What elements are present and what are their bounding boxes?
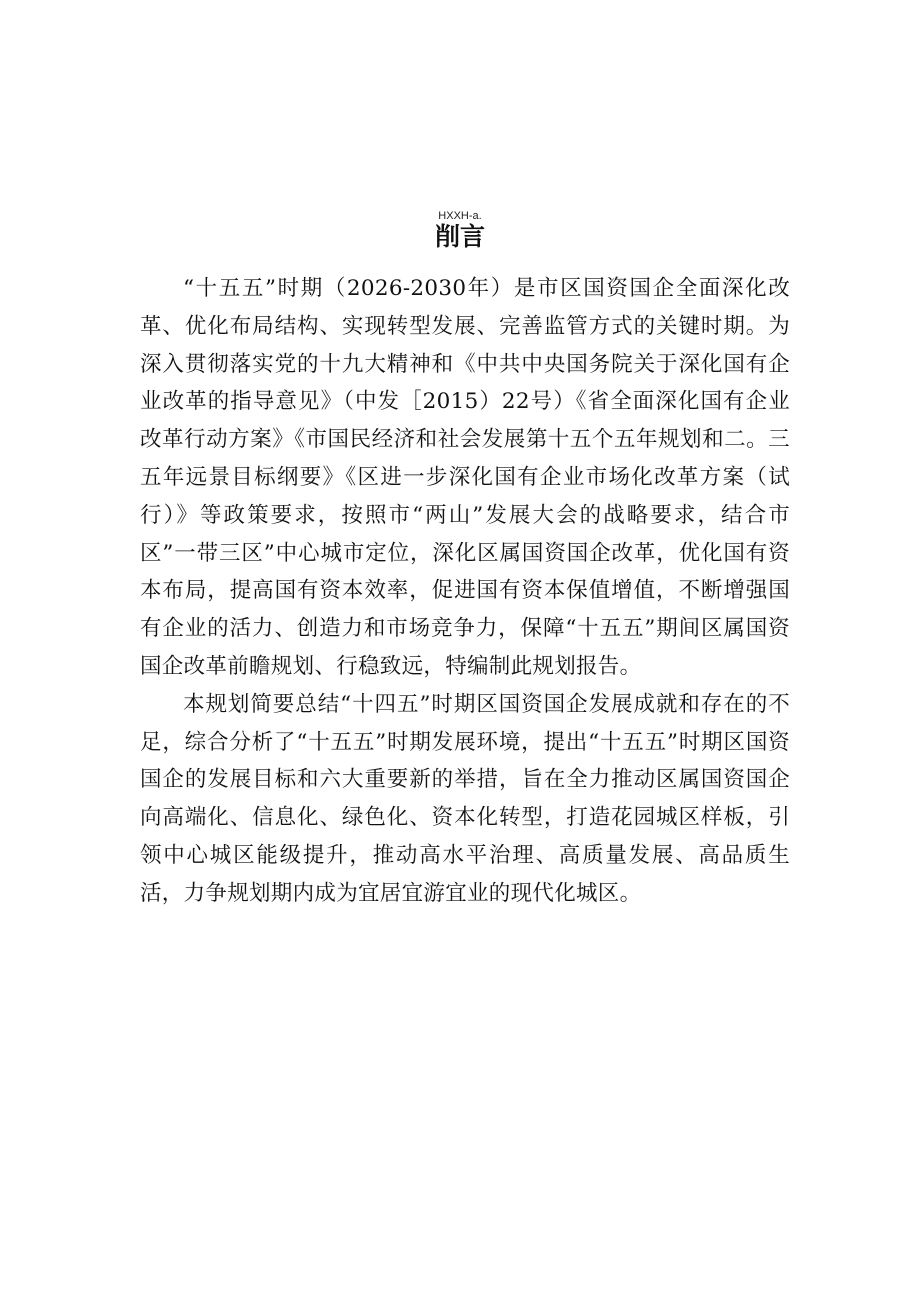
document-body [140,270,790,913]
paragraph-summary: 本规划简要总结“十四五”时期区国资国企发展成就和存在的不足，综合分析了“十五五”时期发展环境，提出“十五五”时期区国资国企的发展目标和六大重要新的举措，旨在全力推动区属国资国企向高端化、信息化、绿色化、资本化转型，打造花园城区样板，引领中心城区能级提升，推动高水平治理、高质量发展、高品质生活，力争规划期内成为宜居宜游宜业的现代化城区。 [140,691,790,906]
page-title: 削言 [434,222,485,251]
heading-overline: HXXH-a. [438,210,482,222]
paragraph-intro: “十五五”时期（2026-2030年）是市区国资国企全面深化改革、优化布局结构、实现转型发展、完善监管方式的关键时期。为深入贯彻落实党的十九大精神和《中共中央国务院关于深化国有企业改革的指导意见》（中发［2015）22号）《省全面深化国有企业改革行动方案》《市国民经济和社会发展第十五个五年规划和二。三五年远景目标纲要》《区进一步深化国有企业市场化改革方案（试行）》等政策要求，按照市“两山”发展大会的战略要求，结合市区”一带三区”中心城市定位，深化区属国资国企改革，优化国有资本布局，提高国有资本效率，促进国有资本保值增值，不断增强国有企业的活力、创造力和市场竞争力，保障“十五五”期间区属国资国企改革前瞻规划、行稳致远，特编制此规划报告。 [140,276,790,679]
